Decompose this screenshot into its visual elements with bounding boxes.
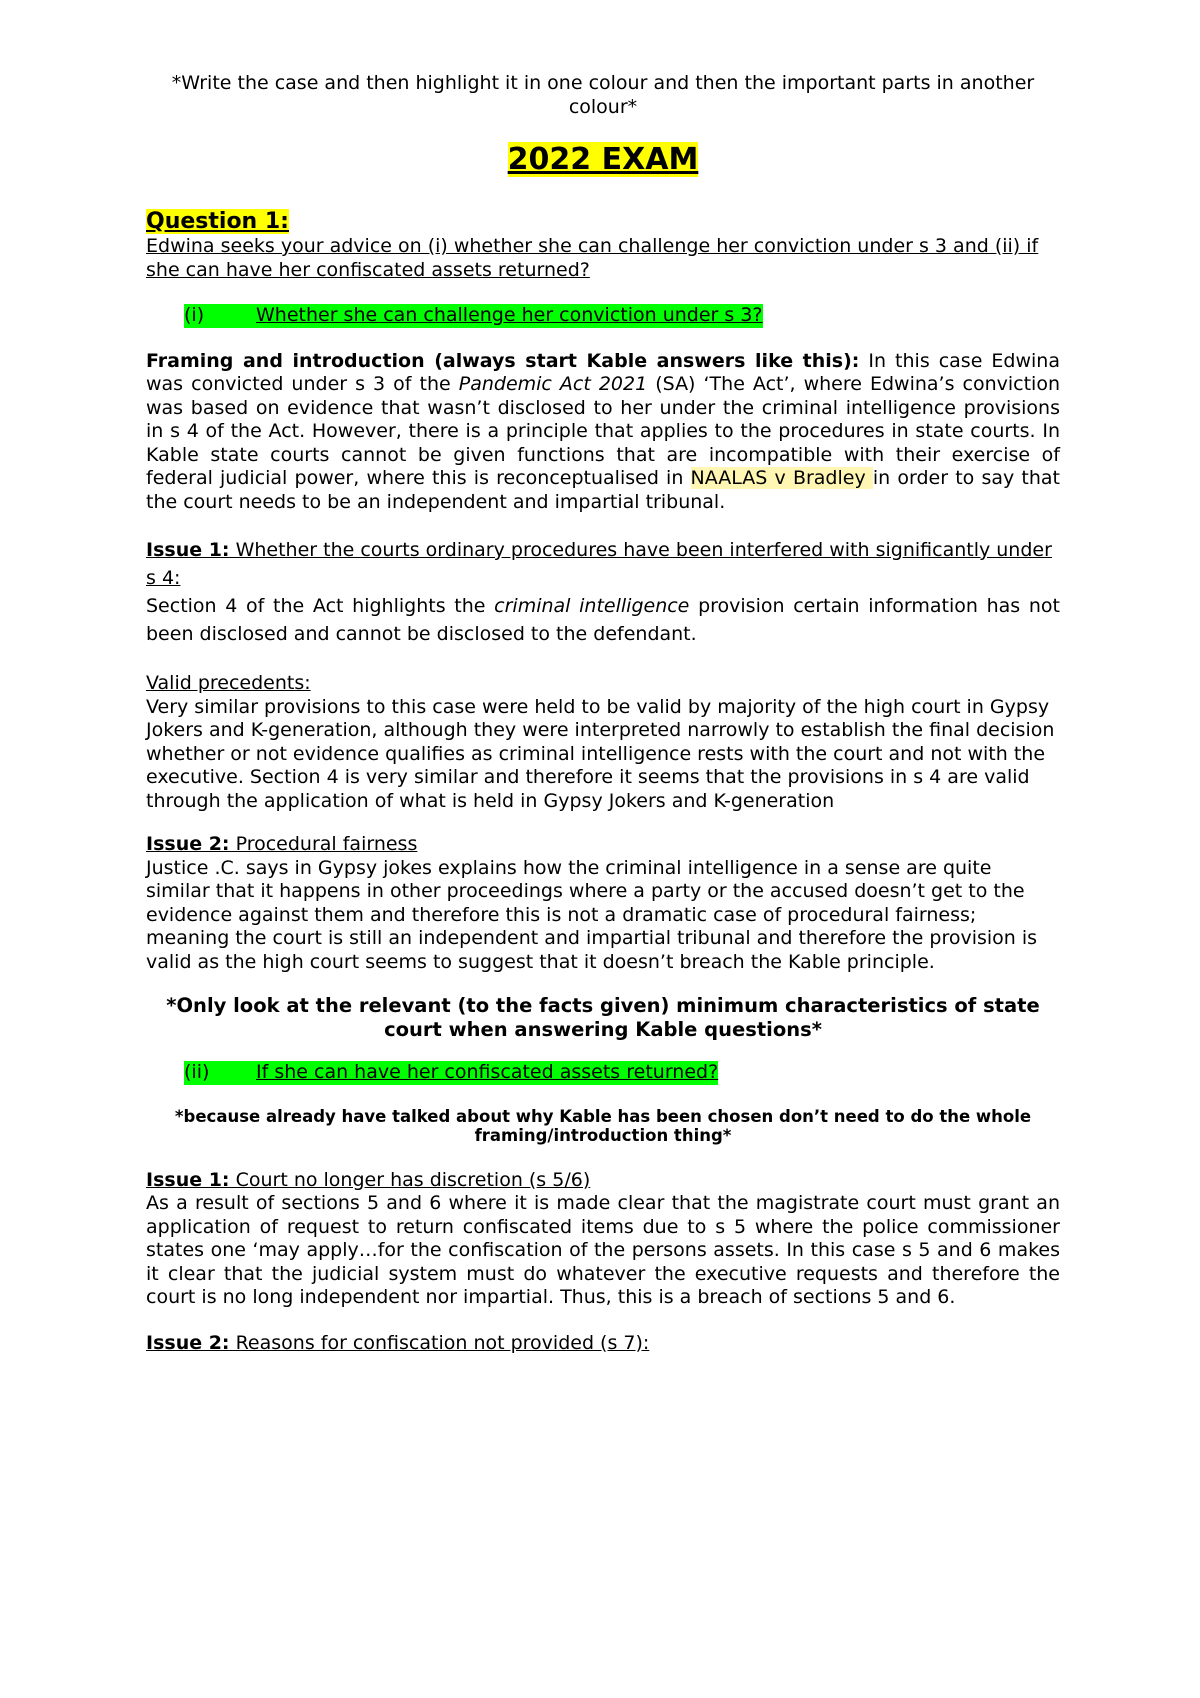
framing-paragraph [146,350,1060,515]
part-i-issue-2-label: Issue 2: [146,833,230,855]
question-title [146,209,1060,235]
part-i-issue-2-heading [146,833,1060,857]
part-i-issue-1-text [146,592,1060,648]
part-ii-issue-1-label: Issue 1: [146,1168,230,1191]
case-naalas-v-bradley: NAALAS v Bradley [690,467,873,489]
valid-precedents-label: Valid precedents: [146,672,311,694]
part-ii-issue-1-title: Court no longer has discretion (s 5/6) [229,1168,591,1191]
exam-title [146,141,1060,179]
valid-precedents-text: Very similar provisions to this case were held to be valid by majority of the high court in Gypsy Jokers and K-generation, although they were interpreted narrowly to establish the final decision whether or not evidence qualifies as criminal intelligence rests with the court and not with the executive. Section 4 is very similar and therefore it seems that the provisions in s 4 are valid through the application of what is held in Gypsy Jokers and K-generation [146,695,1055,812]
question-title-text: Question 1: [146,209,289,234]
framing-text-2: (SA) ‘The Act’, where Edwina’s conviction was based on evidence that wasn’t disclosed to her under the criminal intelligence provisions in s 4 of the Act. However, there is a principle that applies to the procedures in state courts. In Kable state courts cannot be given functions that are incompatible with their exercise of federal judicial power, where this is reconceptualised in [146,373,1061,489]
part-i-issue-1-italic: criminal intelligence [494,595,690,617]
part-i-issue-1-label: Issue 1: [146,539,230,561]
sub-question-i-highlight [184,304,763,328]
sub-question-i [184,304,1060,328]
part-ii-issue-1-text: As a result of sections 5 and 6 where it is made clear that the magistrate court must grant an application of request to return confiscated items due to s 5 where the police commissioner states one ‘may apply…for the confiscation of the persons assets. In this case s 5 and 6 makes it clear that the judicial system must do whatever the executive requests and therefore the court is no long independent nor impartial. Thus, this is a breach of sections 5 and 6. [146,1192,1060,1308]
part-i-issue-2-text: Justice .C. says in Gypsy jokes explains how the criminal intelligence in a sense are quite similar that it happens in other proceedings where a party or the accused doesn’t get to the evidence against them and therefore this is not a dramatic case of procedural fairness; meaning the court is still an independent and impartial tribunal and therefore the provision is valid as the high court seems to suggest that it doesn’t breach the Kable principle. [146,856,1038,973]
part-i-issue-1-title: Whether the courts ordinary procedures have been interfered with significantly under s 4: [146,539,1052,589]
part-ii-issue-2-title: Reasons for confiscation not provided (s 7): [229,1331,650,1354]
part-ii-issue-1-heading [146,1169,1060,1193]
part-ii-issue-2-heading [146,1332,1060,1356]
question-description: Edwina seeks your advice on (i) whether she can challenge her conviction under s 3 and (ii) if she can have her confiscated assets returned? [146,235,1039,281]
sub-question-i-text: Whether she can challenge her conviction under s 3? [256,304,763,326]
framing-label: Framing and introduction (always start Kable answers like this): [146,349,860,372]
part-i-issue-1-text-2: provision certain information has not been disclosed and cannot be disclosed to the defendant. [146,595,1060,645]
part-i-issue-2-title: Procedural fairness [229,833,418,855]
sub-question-ii [184,1061,1060,1085]
kable-note: *Only look at the relevant (to the facts given) minimum characteristics of state court when answering Kable questions* [166,994,1040,1041]
top-note: *Write the case and then highlight it in one colour and then the important parts in another colour* [171,72,1035,118]
part-ii-issue-2-label: Issue 2: [146,1331,230,1354]
sub-question-i-number: (i) [184,304,205,326]
exam-title-text: 2022 EXAM [507,142,699,177]
part-i-issue-1-heading [146,536,1060,592]
sub-question-ii-number: (ii) [184,1061,210,1083]
part-i-issue-1-text-1: Section 4 of the Act highlights the [146,595,495,617]
framing-text-1: In this case Edwina was convicted under s 3 of the [146,349,1060,395]
sub-question-ii-highlight [184,1061,718,1085]
sub-question-ii-text: If she can have her confiscated assets returned? [256,1061,719,1083]
framing-text-3: in order to say that the court needs to be an independent and impartial tribunal. [146,467,1060,513]
framing-act-name: Pandemic Act 2021 [458,373,648,395]
part-ii-note: *because already have talked about why Kable has been chosen don’t need to do the whole framing/introduction thing* [174,1106,1032,1145]
